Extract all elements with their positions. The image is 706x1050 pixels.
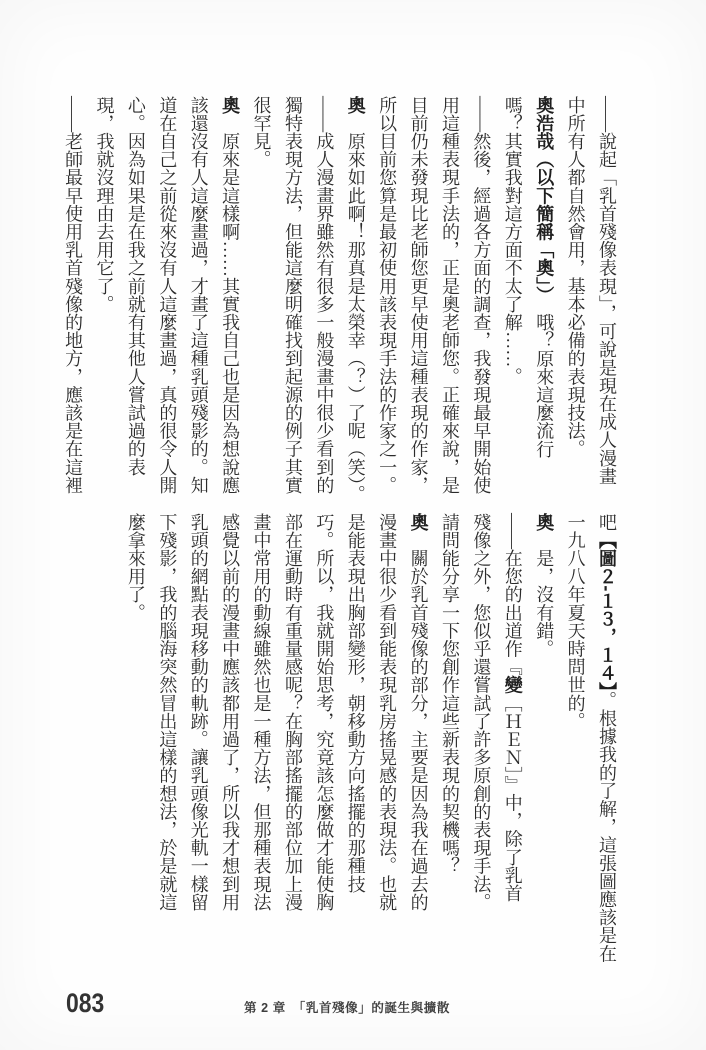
column-text: ——說起「乳首殘像表現」，可說是現在成人漫畫 xyxy=(597,96,617,486)
chapter-footer: 第 2 章 「乳首殘像」的誕生與擴散 xyxy=(244,1001,450,1015)
column-text: 道在自己之前從來沒有人這麼畫過，真的很令人開 xyxy=(157,96,178,495)
column-text: 漫畫中很少看到能表現乳房搖晃感的表現法。也就 xyxy=(377,513,398,912)
speaker-label: 奧浩哉（以下簡稱「奧」） xyxy=(534,96,555,296)
column-text: 。根據我的了解，這張圖應該是在 xyxy=(597,691,617,963)
text-column xyxy=(308,96,339,494)
column-text: 心。因為如果是在我之前就有其他人嘗試過的表 xyxy=(125,96,146,477)
column-text: 畫中常用的動線雖然也是一種方法，但那種表現法 xyxy=(251,513,272,912)
text-column xyxy=(465,513,496,912)
column-text: ——老師最早使用乳首殘像的地方，應該是在這裡 xyxy=(63,96,84,495)
column-text: 嗎？其實我對這方面不太了解……。 xyxy=(502,96,523,386)
text-column xyxy=(402,96,433,494)
text-column xyxy=(214,513,245,912)
text-column xyxy=(245,513,276,912)
column-text: 獨特表現方法，但能這麼明確找到起源的例子其實 xyxy=(282,96,303,495)
column-text: 一九八八年夏天時問世的。 xyxy=(565,513,586,731)
column-text: ——在您的出道作『 xyxy=(502,513,523,676)
column-text: 是，沒有錯。 xyxy=(534,531,555,658)
column-text: 原來如此啊！那真是太榮幸（？）了呢（笑）。 xyxy=(345,114,366,504)
interview-block-upper xyxy=(57,96,622,504)
column-text: ——然後，經過各方面的調查，我發現最早開始使 xyxy=(471,96,492,495)
text-column xyxy=(402,513,433,912)
column-text: 用這種表現手法的，正是奧老師您。正確來說，是 xyxy=(439,96,460,495)
column-text: 目前仍未發現比老師您更早使用這種表現的作家， xyxy=(408,96,429,495)
text-column xyxy=(277,96,308,494)
column-text: ［ＨＥＮ］』中，除了乳首 xyxy=(502,694,523,903)
text-column xyxy=(339,513,370,901)
column-text: 麼拿來用了。 xyxy=(125,513,146,622)
text-column xyxy=(151,513,182,912)
text-column xyxy=(339,96,370,504)
column-text: 巧。所以，我就開始思考，究竟該怎麼做才能使胸 xyxy=(314,513,335,912)
column-text: 現，我就沒理由去用它了。 xyxy=(94,96,115,314)
text-column xyxy=(528,96,559,494)
text-column xyxy=(559,96,590,494)
column-text: 該還沒有人這麼畫過，才畫了這種乳頭殘影的。知 xyxy=(188,96,209,495)
speaker-label: 奧 xyxy=(345,96,366,115)
text-column xyxy=(308,513,339,912)
column-text: 是能表現出胸部變形，朝移動方向搖擺的那種技 xyxy=(345,513,366,894)
text-column xyxy=(120,513,151,901)
interview-block-lower xyxy=(120,513,623,963)
speaker-label: 奧 xyxy=(408,513,429,532)
speaker-label: 奧 xyxy=(220,96,241,115)
column-text: 殘像之外，您似乎還嘗試了許多原創的表現手法。 xyxy=(471,513,492,912)
text-column xyxy=(591,513,622,963)
column-text: 所以目前您算是最初使用該表現手法的作家之一。 xyxy=(377,96,398,495)
column-text: 乳頭的網點表現移動的軌跡。讓乳頭像光軌一樣留 xyxy=(188,513,209,912)
column-text: 很罕見。 xyxy=(251,96,272,169)
text-column xyxy=(214,96,245,494)
column-text: ——成人漫畫界雖然有很多一般漫畫中很少看到的 xyxy=(314,96,335,495)
text-column xyxy=(434,96,465,494)
work-title-emphasis: 變 xyxy=(502,675,523,695)
text-column xyxy=(496,96,527,494)
text-column xyxy=(371,513,402,912)
text-column xyxy=(57,96,88,494)
column-text: 下殘影，我的腦海突然冒出這樣的想法，於是就這 xyxy=(157,513,178,912)
text-column xyxy=(371,96,402,494)
speaker-label: 奧 xyxy=(534,513,555,532)
column-text: 感覺以前的漫畫中應該都用過了，所以我才想到用 xyxy=(220,513,241,912)
text-column xyxy=(277,513,308,912)
column-text: 請問能分享一下您創作這些新表現的契機嗎？ xyxy=(439,513,460,875)
text-column xyxy=(434,513,465,901)
text-column xyxy=(120,96,151,494)
column-text: 關於乳首殘像的部分，主要是因為我在過去的 xyxy=(408,531,429,912)
page-number: 083 xyxy=(66,988,105,1018)
text-column xyxy=(559,513,590,901)
text-column xyxy=(182,96,213,494)
text-column xyxy=(245,96,276,494)
column-text: 原來是這樣啊……其實我自己也是因為想說應 xyxy=(220,114,241,495)
text-column xyxy=(496,513,527,901)
column-text: 部在運動時有重量感呢？在胸部搖擺的部位加上漫 xyxy=(282,513,303,912)
text-column xyxy=(591,96,622,494)
column-text: 吧 xyxy=(597,513,617,532)
text-column xyxy=(528,513,559,901)
column-text: 中所有人都自然會用，基本必備的表現技法。 xyxy=(565,96,586,458)
text-column xyxy=(88,96,119,494)
text-column xyxy=(182,513,213,912)
text-column xyxy=(465,96,496,494)
figure-reference: 【圖２-１３，１４】 xyxy=(597,531,617,692)
text-column xyxy=(151,96,182,494)
column-text: 哦？原來這麼流行 xyxy=(534,295,555,459)
